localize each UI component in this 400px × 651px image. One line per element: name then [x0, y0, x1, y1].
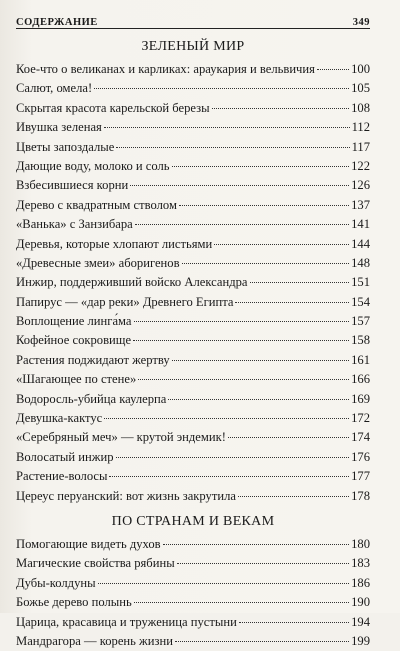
toc-entry: [16, 293, 370, 312]
entry-title: Деревья, которые хлопают листьями: [16, 236, 213, 251]
entry-title: Кофейное сокровище: [16, 333, 132, 348]
entry-title: «Серебряный меч» — крутой эндемик!: [16, 430, 226, 445]
dot-leader: [175, 641, 349, 642]
section-heading: ПО СТРАНАМ И ВЕКАМ: [111, 513, 275, 529]
dot-leader: [104, 418, 349, 419]
toc-entry: [16, 554, 370, 573]
dot-leader: [235, 302, 349, 303]
entry-page-number: 144: [351, 236, 370, 251]
header-title: СОДЕРЖАНИЕ: [16, 17, 98, 28]
entry-page-number: 166: [351, 372, 370, 387]
dot-leader: [182, 263, 350, 264]
entry-page-number: 194: [351, 614, 370, 629]
toc-entry: [16, 448, 370, 467]
dot-leader: [239, 622, 349, 623]
toc-entry: [16, 215, 370, 234]
entry-title: Цветы запоздалые: [16, 139, 115, 154]
dot-leader: [179, 205, 349, 206]
entry-title: Волосатый инжир: [16, 449, 114, 464]
entry-page-number: 137: [351, 197, 370, 212]
toc-entry: [16, 487, 370, 506]
entry-page-number: 112: [351, 120, 370, 135]
entry-page-number: 117: [351, 139, 370, 154]
dot-leader: [130, 185, 349, 186]
entry-page-number: 108: [351, 100, 370, 115]
toc-entry: [16, 99, 370, 118]
entry-page-number: 122: [351, 158, 370, 173]
entry-page-number: 158: [351, 333, 370, 348]
dot-leader: [109, 476, 349, 477]
entry-title: «Шагающее по стене»: [16, 372, 137, 387]
entry-page-number: 105: [351, 81, 370, 96]
entry-page-number: 178: [351, 488, 370, 503]
entry-title: «Древесные змеи» аборигенов: [16, 255, 180, 270]
toc-entry: [16, 613, 370, 632]
toc-entry: [16, 273, 370, 292]
entry-page-number: 169: [351, 391, 370, 406]
section-heading: ЗЕЛЕНЫЙ МИР: [141, 39, 245, 54]
entry-page-number: 190: [351, 595, 370, 610]
entry-title: «Ванька» с Занзибара: [16, 217, 133, 232]
dot-leader: [214, 244, 349, 245]
table-of-contents: [16, 39, 370, 651]
toc-entry: [16, 390, 370, 409]
entry-page-number: 151: [351, 275, 370, 290]
toc-entry: [16, 331, 370, 350]
dot-leader: [134, 321, 350, 322]
dot-leader: [138, 379, 349, 380]
entry-page-number: 126: [351, 178, 370, 193]
toc-entry: [16, 138, 370, 157]
entry-title: Дерево с квадратным стволом: [16, 197, 177, 212]
toc-entry: [16, 60, 370, 79]
toc-entry: [16, 409, 370, 428]
toc-entry: [16, 632, 370, 651]
running-header: [16, 8, 370, 29]
entry-page-number: 141: [351, 217, 370, 232]
toc-entry: [16, 574, 370, 593]
entry-page-number: 172: [351, 411, 370, 426]
dot-leader: [212, 108, 350, 109]
dot-leader: [116, 147, 349, 148]
dot-leader: [317, 69, 349, 70]
entry-title: Мандрагора — корень жизни: [16, 633, 173, 648]
toc-entry: [16, 370, 370, 389]
toc-entry: [16, 467, 370, 486]
dot-leader: [238, 496, 349, 497]
entry-title: Помогающие видеть духов: [16, 536, 161, 551]
entry-title: Магические свойства рябины: [16, 556, 175, 571]
entry-title: Девушка-кактус: [16, 411, 103, 426]
entry-page-number: 174: [351, 430, 370, 445]
dot-leader: [98, 583, 350, 584]
entry-page-number: 199: [351, 633, 370, 648]
toc-entry: [16, 235, 370, 254]
dot-leader: [104, 127, 350, 128]
entry-title: Дубы-колдуны: [16, 575, 96, 590]
entry-title: Растение-волосы: [16, 469, 108, 484]
header-page-number: 349: [352, 17, 370, 28]
entry-title: Цереус перуанский: вот жизнь закрутила: [16, 488, 236, 503]
dot-leader: [168, 399, 349, 400]
toc-entry: [16, 196, 370, 215]
dot-leader: [172, 166, 350, 167]
entry-page-number: 180: [351, 536, 370, 551]
toc-entry: [16, 157, 370, 176]
dot-leader: [250, 282, 350, 283]
entry-title: Воплощение линга́ма: [16, 314, 132, 329]
dot-leader: [94, 88, 349, 89]
dot-leader: [228, 437, 349, 438]
toc-entry: [16, 428, 370, 447]
entry-title: Дающие воду, молоко и соль: [16, 158, 170, 173]
toc-entry: [16, 351, 370, 370]
entry-title: Папирус — «дар реки» Древнего Египта: [16, 294, 234, 309]
entry-title: Взбесившиеся корни: [16, 178, 129, 193]
entry-page-number: 100: [351, 62, 370, 76]
toc-entry: [16, 312, 370, 331]
dot-leader: [177, 563, 349, 564]
entry-title: Скрытая красота карельской березы: [16, 100, 210, 115]
entry-page-number: 176: [351, 449, 370, 464]
entry-page-number: 148: [351, 255, 370, 270]
entry-title: Растения поджидают жертву: [16, 352, 170, 367]
entry-page-number: 183: [351, 556, 370, 571]
entry-page-number: 154: [351, 294, 370, 309]
entry-title: Божье дерево полынь: [16, 595, 132, 610]
dot-leader: [133, 340, 349, 341]
entry-title: Ивушка зеленая: [16, 120, 102, 135]
entry-title: Салют, омела!: [16, 81, 93, 96]
dot-leader: [163, 544, 350, 545]
toc-entry: [16, 593, 370, 612]
toc-entry: [16, 79, 370, 98]
entry-page-number: 186: [351, 575, 370, 590]
dot-leader: [172, 360, 349, 361]
toc-entry: [16, 118, 370, 137]
entry-title: Водоросль-убийца каулерпа: [16, 391, 167, 406]
entry-page-number: 157: [351, 314, 370, 329]
entry-title: Инжир, поддерживший войско Александра: [16, 275, 248, 290]
entry-page-number: 161: [351, 352, 370, 367]
entry-title: Царица, красавица и труженица пустыни: [16, 614, 237, 629]
entry-title: Кое-что о великанах и карликах: араукария и вельвичия: [16, 62, 315, 76]
dot-leader: [116, 457, 350, 458]
toc-entry: [16, 535, 370, 554]
toc-entry: [16, 176, 370, 195]
dot-leader: [135, 224, 349, 225]
toc-entry: [16, 254, 370, 273]
entry-page-number: 177: [351, 469, 370, 484]
dot-leader: [134, 602, 349, 603]
